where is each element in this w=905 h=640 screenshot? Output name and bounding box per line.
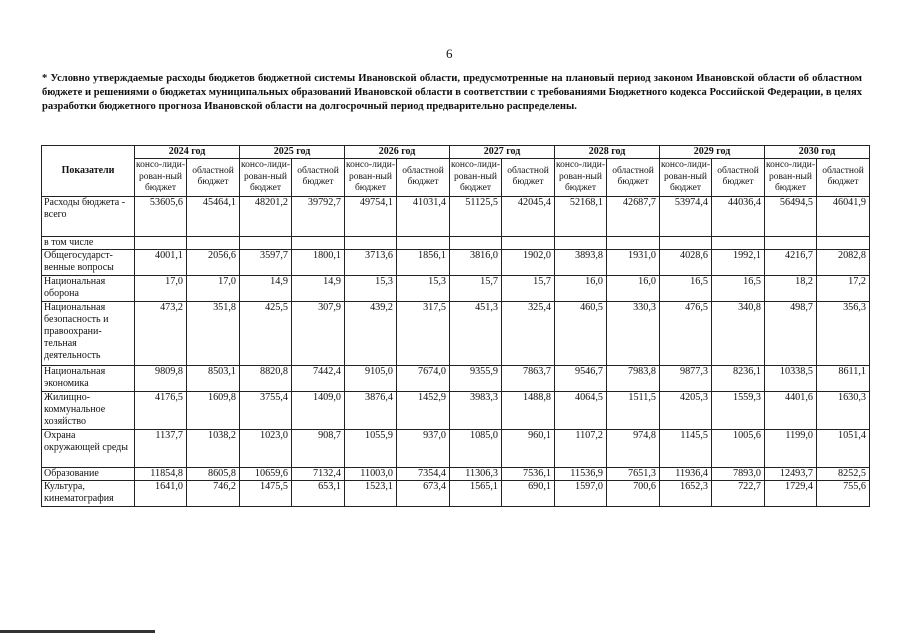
subheader-row xyxy=(42,159,870,197)
value-cell: 653,1 xyxy=(292,480,345,506)
value-cell xyxy=(187,236,240,249)
value-cell: 1800,1 xyxy=(292,249,345,275)
value-cell: 7651,3 xyxy=(607,467,660,480)
value-cell: 1055,9 xyxy=(345,429,397,467)
value-cell: 3816,0 xyxy=(450,249,502,275)
value-cell: 7983,8 xyxy=(607,365,660,391)
value-cell: 1199,0 xyxy=(765,429,817,467)
value-cell: 46041,9 xyxy=(817,196,870,236)
value-cell: 49754,1 xyxy=(345,196,397,236)
value-cell: 16,5 xyxy=(660,275,712,301)
value-cell: 425,5 xyxy=(240,301,292,365)
year-header: 2029 год xyxy=(660,146,765,159)
table-row xyxy=(42,301,870,365)
row-label: Культура, кинематография xyxy=(42,480,135,506)
budget-table xyxy=(41,145,870,507)
value-cell: 1475,5 xyxy=(240,480,292,506)
value-cell: 7674,0 xyxy=(397,365,450,391)
value-cell: 12493,7 xyxy=(765,467,817,480)
value-cell: 3893,8 xyxy=(555,249,607,275)
value-cell: 1488,8 xyxy=(502,391,555,429)
footer-rule xyxy=(0,630,155,633)
consolidated-budget-header: консо-лиди-рован-ный бюджет xyxy=(765,159,817,197)
value-cell: 1565,1 xyxy=(450,480,502,506)
value-cell: 16,0 xyxy=(607,275,660,301)
value-cell: 10659,6 xyxy=(240,467,292,480)
regional-budget-header: областной бюджет xyxy=(502,159,555,197)
value-cell: 746,2 xyxy=(187,480,240,506)
table-row xyxy=(42,480,870,506)
consolidated-budget-header: консо-лиди-рован-ный бюджет xyxy=(555,159,607,197)
value-cell xyxy=(345,236,397,249)
value-cell: 1729,4 xyxy=(765,480,817,506)
value-cell: 1452,9 xyxy=(397,391,450,429)
value-cell: 15,7 xyxy=(450,275,502,301)
regional-budget-header: областной бюджет xyxy=(712,159,765,197)
value-cell: 15,7 xyxy=(502,275,555,301)
value-cell: 11306,3 xyxy=(450,467,502,480)
value-cell: 340,8 xyxy=(712,301,765,365)
row-label: Национальная экономика xyxy=(42,365,135,391)
value-cell: 460,5 xyxy=(555,301,607,365)
row-label: Общегосударст-венные вопросы xyxy=(42,249,135,275)
value-cell: 7132,4 xyxy=(292,467,345,480)
table-body xyxy=(42,196,870,506)
year-header: 2025 год xyxy=(240,146,345,159)
value-cell: 56494,5 xyxy=(765,196,817,236)
value-cell: 8236,1 xyxy=(712,365,765,391)
value-cell: 15,3 xyxy=(345,275,397,301)
value-cell: 1609,8 xyxy=(187,391,240,429)
value-cell: 1902,0 xyxy=(502,249,555,275)
value-cell: 2082,8 xyxy=(817,249,870,275)
value-cell: 42687,7 xyxy=(607,196,660,236)
value-cell: 9546,7 xyxy=(555,365,607,391)
value-cell: 17,2 xyxy=(817,275,870,301)
consolidated-budget-header: консо-лиди-рован-ный бюджет xyxy=(660,159,712,197)
value-cell: 10338,5 xyxy=(765,365,817,391)
value-cell: 7536,1 xyxy=(502,467,555,480)
value-cell: 15,3 xyxy=(397,275,450,301)
regional-budget-header: областной бюджет xyxy=(817,159,870,197)
value-cell: 960,1 xyxy=(502,429,555,467)
table-row xyxy=(42,249,870,275)
year-header: 2024 год xyxy=(135,146,240,159)
value-cell: 1023,0 xyxy=(240,429,292,467)
value-cell: 476,5 xyxy=(660,301,712,365)
value-cell: 8611,1 xyxy=(817,365,870,391)
value-cell: 16,5 xyxy=(712,275,765,301)
value-cell: 1630,3 xyxy=(817,391,870,429)
table-row xyxy=(42,429,870,467)
value-cell: 1641,0 xyxy=(135,480,187,506)
value-cell: 1409,0 xyxy=(292,391,345,429)
value-cell: 51125,5 xyxy=(450,196,502,236)
value-cell: 908,7 xyxy=(292,429,345,467)
value-cell: 4216,7 xyxy=(765,249,817,275)
value-cell xyxy=(135,236,187,249)
value-cell: 1652,3 xyxy=(660,480,712,506)
value-cell: 52168,1 xyxy=(555,196,607,236)
value-cell: 755,6 xyxy=(817,480,870,506)
value-cell: 1038,2 xyxy=(187,429,240,467)
value-cell: 722,7 xyxy=(712,480,765,506)
value-cell: 330,3 xyxy=(607,301,660,365)
value-cell: 1992,1 xyxy=(712,249,765,275)
page-number: 6 xyxy=(446,46,453,61)
value-cell: 1523,1 xyxy=(345,480,397,506)
value-cell: 3876,4 xyxy=(345,391,397,429)
value-cell: 8252,5 xyxy=(817,467,870,480)
value-cell: 7442,4 xyxy=(292,365,345,391)
value-cell: 3983,3 xyxy=(450,391,502,429)
value-cell xyxy=(660,236,712,249)
value-cell: 4028,6 xyxy=(660,249,712,275)
table-row xyxy=(42,236,870,249)
year-header-row xyxy=(42,146,870,159)
value-cell: 7863,7 xyxy=(502,365,555,391)
value-cell: 44036,4 xyxy=(712,196,765,236)
value-cell: 1051,4 xyxy=(817,429,870,467)
value-cell: 4205,3 xyxy=(660,391,712,429)
value-cell: 11936,4 xyxy=(660,467,712,480)
row-label: Национальная оборона xyxy=(42,275,135,301)
value-cell: 11536,9 xyxy=(555,467,607,480)
row-label: Жилищно-коммунальное хозяйство xyxy=(42,391,135,429)
value-cell: 1005,6 xyxy=(712,429,765,467)
value-cell: 53974,4 xyxy=(660,196,712,236)
regional-budget-header: областной бюджет xyxy=(397,159,450,197)
value-cell: 4176,5 xyxy=(135,391,187,429)
value-cell: 17,0 xyxy=(187,275,240,301)
value-cell: 9809,8 xyxy=(135,365,187,391)
value-cell: 700,6 xyxy=(607,480,660,506)
value-cell: 3755,4 xyxy=(240,391,292,429)
value-cell: 14,9 xyxy=(292,275,345,301)
value-cell: 42045,4 xyxy=(502,196,555,236)
value-cell: 9877,3 xyxy=(660,365,712,391)
value-cell: 4001,1 xyxy=(135,249,187,275)
value-cell xyxy=(555,236,607,249)
row-label: Охрана окружающей среды xyxy=(42,429,135,467)
table-row xyxy=(42,365,870,391)
value-cell: 317,5 xyxy=(397,301,450,365)
value-cell xyxy=(292,236,345,249)
value-cell: 1085,0 xyxy=(450,429,502,467)
regional-budget-header: областной бюджет xyxy=(607,159,660,197)
value-cell: 3597,7 xyxy=(240,249,292,275)
indicator-header: Показатели xyxy=(42,146,135,197)
table-row xyxy=(42,391,870,429)
value-cell: 4401,6 xyxy=(765,391,817,429)
value-cell: 11854,8 xyxy=(135,467,187,480)
footnote-text: * Условно утверждаемые расходы бюджетов бюджетной системы Ивановской области, предусмотренные на плановый период законом Ивановской области об областном бюджете и решениями о бюджетах муниципальных образований Ивановской области в соответствии с требованиями Бюджетного кодекса Российской Федерации, в целях разработки бюджетного прогноза Ивановской области на долгосрочный период предварительно распределены. xyxy=(42,73,862,113)
value-cell: 325,4 xyxy=(502,301,555,365)
value-cell: 7354,4 xyxy=(397,467,450,480)
consolidated-budget-header: консо-лиди-рован-ный бюджет xyxy=(135,159,187,197)
table-row xyxy=(42,196,870,236)
value-cell: 45464,1 xyxy=(187,196,240,236)
value-cell: 307,9 xyxy=(292,301,345,365)
value-cell: 439,2 xyxy=(345,301,397,365)
value-cell: 48201,2 xyxy=(240,196,292,236)
value-cell: 39792,7 xyxy=(292,196,345,236)
value-cell: 1931,0 xyxy=(607,249,660,275)
value-cell xyxy=(397,236,450,249)
value-cell: 1107,2 xyxy=(555,429,607,467)
value-cell xyxy=(765,236,817,249)
value-cell: 1145,5 xyxy=(660,429,712,467)
value-cell: 1559,3 xyxy=(712,391,765,429)
value-cell: 16,0 xyxy=(555,275,607,301)
value-cell: 7893,0 xyxy=(712,467,765,480)
value-cell xyxy=(712,236,765,249)
row-label: в том числе xyxy=(42,236,135,249)
row-label: Национальная безопасность и правоохрани-тельная деятельность xyxy=(42,301,135,365)
regional-budget-header: областной бюджет xyxy=(187,159,240,197)
regional-budget-header: областной бюджет xyxy=(292,159,345,197)
year-header: 2027 год xyxy=(450,146,555,159)
value-cell: 9355,9 xyxy=(450,365,502,391)
value-cell: 4064,5 xyxy=(555,391,607,429)
table-row xyxy=(42,467,870,480)
value-cell: 451,3 xyxy=(450,301,502,365)
value-cell xyxy=(450,236,502,249)
value-cell: 1511,5 xyxy=(607,391,660,429)
consolidated-budget-header: консо-лиди-рован-ный бюджет xyxy=(450,159,502,197)
value-cell: 17,0 xyxy=(135,275,187,301)
value-cell: 473,2 xyxy=(135,301,187,365)
row-label: Расходы бюджета - всего xyxy=(42,196,135,236)
year-header: 2026 год xyxy=(345,146,450,159)
value-cell: 8820,8 xyxy=(240,365,292,391)
value-cell: 974,8 xyxy=(607,429,660,467)
row-label: Образование xyxy=(42,467,135,480)
value-cell: 8605,8 xyxy=(187,467,240,480)
value-cell: 2056,6 xyxy=(187,249,240,275)
year-header: 2028 год xyxy=(555,146,660,159)
value-cell: 498,7 xyxy=(765,301,817,365)
value-cell: 11003,0 xyxy=(345,467,397,480)
value-cell xyxy=(240,236,292,249)
value-cell xyxy=(817,236,870,249)
value-cell: 18,2 xyxy=(765,275,817,301)
consolidated-budget-header: консо-лиди-рован-ный бюджет xyxy=(240,159,292,197)
value-cell: 673,4 xyxy=(397,480,450,506)
value-cell xyxy=(607,236,660,249)
value-cell: 53605,6 xyxy=(135,196,187,236)
value-cell: 3713,6 xyxy=(345,249,397,275)
value-cell: 14,9 xyxy=(240,275,292,301)
value-cell: 1597,0 xyxy=(555,480,607,506)
value-cell: 690,1 xyxy=(502,480,555,506)
consolidated-budget-header: консо-лиди-рован-ный бюджет xyxy=(345,159,397,197)
value-cell: 1856,1 xyxy=(397,249,450,275)
value-cell: 1137,7 xyxy=(135,429,187,467)
table-row xyxy=(42,275,870,301)
value-cell: 41031,4 xyxy=(397,196,450,236)
value-cell: 351,8 xyxy=(187,301,240,365)
value-cell: 356,3 xyxy=(817,301,870,365)
year-header: 2030 год xyxy=(765,146,870,159)
value-cell: 937,0 xyxy=(397,429,450,467)
value-cell: 8503,1 xyxy=(187,365,240,391)
value-cell: 9105,0 xyxy=(345,365,397,391)
value-cell xyxy=(502,236,555,249)
